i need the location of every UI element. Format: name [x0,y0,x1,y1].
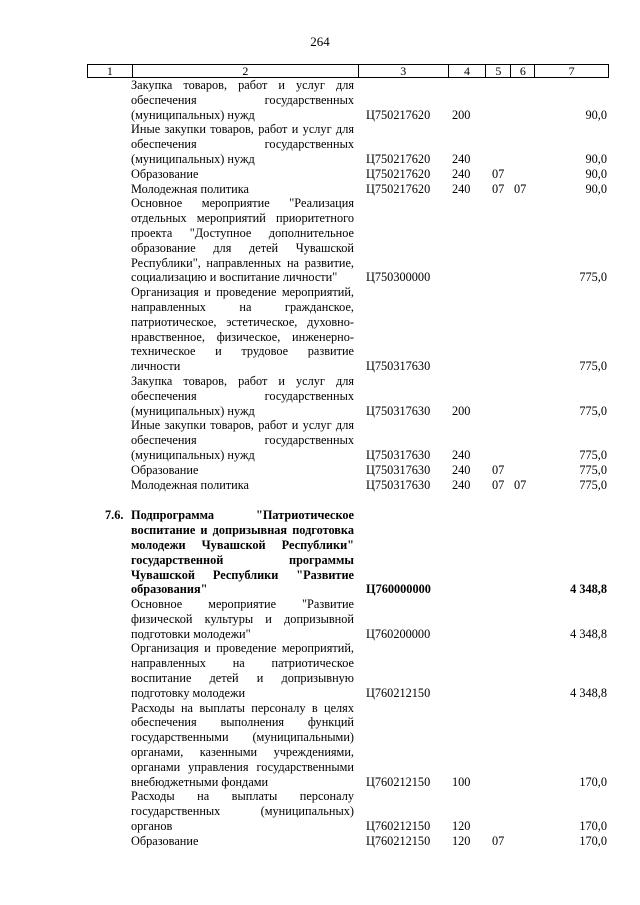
row-name: Образование [131,166,199,181]
row-name: Основное мероприятие "Развитие физической культуры и допризывной подготовки молодежи" [131,597,354,641]
row-name: Закупка товаров, работ и услуг для обеспечения государственных (муниципальных) нужд [131,78,354,122]
row-code: Ц760212150 [366,833,431,848]
table-header-row [87,64,609,78]
row-amount: 90,0 [585,166,607,181]
table-row [87,597,609,641]
row-amount: 170,0 [579,774,607,789]
table-row [87,167,609,182]
table-row [87,122,609,166]
table-row [87,463,609,478]
row-section: 07 [492,166,505,181]
table-row [87,641,609,700]
row-section: 07 [492,477,505,492]
row-name: Закупка товаров, работ и услуг для обеспечения государственных (муниципальных) нужд [131,373,354,418]
row-code: Ц750300000 [366,270,431,285]
row-name: Организация и проведение мероприятий, направленных на гражданское, патриотическое, эстетическое, духовно-нравственное, физическое, инженерно-техническое и трудовое развитие личности [131,285,354,374]
column-header: 3 [358,65,448,77]
row-section: 07 [492,181,505,196]
row-amount: 170,0 [579,833,607,848]
table-row [87,701,609,790]
row-number: 7.6. [105,508,124,523]
column-header: 6 [510,65,534,77]
budget-table [87,64,609,849]
row-code: Ц760212150 [366,774,431,789]
row-expense-type: 240 [452,151,471,166]
column-header: 5 [485,65,510,77]
row-amount: 4 348,8 [570,685,607,700]
row-expense-type: 120 [452,819,471,834]
table-row [87,285,609,374]
row-code: Ц760212150 [366,819,431,834]
table-row [87,78,609,122]
row-spacer [87,492,609,508]
table-row [87,374,609,418]
column-header: 4 [448,65,486,77]
column-header: 2 [132,65,358,77]
table-row [87,789,609,833]
table-row [87,478,609,493]
row-code: Ц760000000 [366,582,431,597]
row-amount: 4 348,8 [570,582,607,597]
table-row [87,418,609,462]
row-expense-type: 240 [452,447,471,462]
row-name: Иные закупки товаров, работ и услуг для обеспечения государственных (муниципальных) нужд [131,418,354,462]
row-section: 07 [492,833,505,848]
table-row [87,834,609,849]
row-name: Молодежная политика [131,477,250,492]
row-amount: 90,0 [585,107,607,122]
row-name: Подпрограмма "Патриотическое воспитание и допризывная подготовка молодежи Чувашской Республики" государственной программы Чувашской Республики "Развитие образования" [131,508,354,597]
column-header: 7 [534,65,608,77]
row-expense-type: 120 [452,833,471,848]
page-number: 264 [310,34,330,49]
row-expense-type: 240 [452,166,471,181]
row-code: Ц750217620 [366,151,431,166]
row-amount: 775,0 [579,447,607,462]
table-row [87,182,609,197]
row-amount: 170,0 [579,819,607,834]
row-amount: 775,0 [579,477,607,492]
row-amount: 775,0 [579,462,607,477]
row-amount: 4 348,8 [570,626,607,641]
row-expense-type: 240 [452,181,471,196]
row-code: Ц750317630 [366,462,431,477]
row-amount: 775,0 [579,403,607,418]
table-row [87,508,609,597]
row-amount: 775,0 [579,359,607,374]
row-expense-type: 100 [452,774,471,789]
row-section: 07 [492,462,505,477]
row-subsection: 07 [514,181,527,196]
row-code: Ц760212150 [366,685,431,700]
row-expense-type: 240 [452,477,471,492]
row-name: Иные закупки товаров, работ и услуг для обеспечения государственных (муниципальных) нужд [131,122,354,166]
row-code: Ц750317630 [366,447,431,462]
row-name: Расходы на выплаты персоналу государственных (муниципальных) органов [131,789,354,834]
row-code: Ц750317630 [366,477,431,492]
row-name: Образование [131,462,199,477]
row-code: Ц750217620 [366,166,431,181]
row-name: Организация и проведение мероприятий, направленных на патриотическое воспитание детей и допризывную подготовку молодежи [131,641,354,700]
row-code: Ц750317630 [366,403,431,418]
row-amount: 90,0 [585,151,607,166]
row-expense-type: 200 [452,403,471,418]
table-body [87,78,609,849]
row-code: Ц750317630 [366,359,431,374]
row-amount: 90,0 [585,181,607,196]
row-name: Образование [131,833,199,848]
row-subsection: 07 [514,477,527,492]
row-code: Ц760200000 [366,626,431,641]
row-expense-type: 240 [452,462,471,477]
row-name: Расходы на выплаты персоналу в целях обеспечения выполнения функций государственными (муниципальными) органами, казенными учреждениями, органами управления государственными внебюджетными фондами [131,700,354,789]
row-expense-type: 200 [452,107,471,122]
row-name: Основное мероприятие "Реализация отдельных мероприятий приоритетного проекта "Доступное дополнительное образование для детей Чувашской Республики", направленных на развитие, социализацию и воспитание личности" [131,196,354,285]
row-code: Ц750217620 [366,181,431,196]
row-name: Молодежная политика [131,181,250,196]
row-amount: 775,0 [579,270,607,285]
table-row [87,196,609,285]
column-header: 1 [106,64,113,78]
row-code: Ц750217620 [366,107,431,122]
